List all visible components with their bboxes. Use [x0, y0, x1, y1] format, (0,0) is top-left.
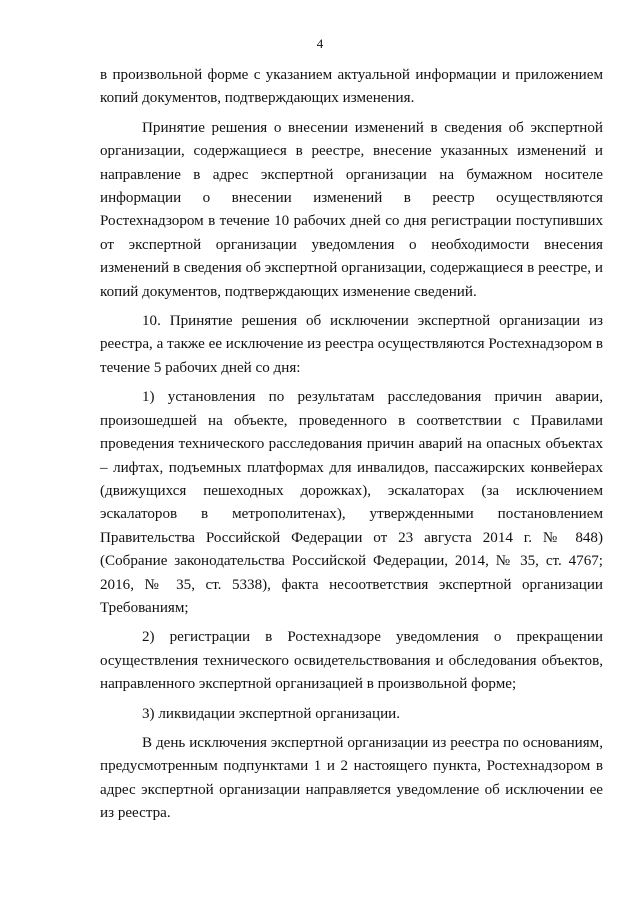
paragraph-subitem-1: 1) установления по результатам расследования причин аварии, произошедшей на объекте, проведенного в соответствии с Правилами проведения технического расследования причин аварий на опасных объектах – лифтах, подъемных платформах для инвалидов, пассажирских конвейерах (движущихся пешеходных дорожках), эскалаторах (за исключением эскалаторов в метрополитенах), утвержденными постановлением Правительства Российской Федерации от 23 августа 2014 г. № 848) (Собрание законодательства Российской Федерации, 2014, № 35, ст. 4767; 2016, № 35, ст. 5338), факта несоответствия экспертной организации Требованиям; — [100, 389, 603, 616]
paragraph-continuation: в произвольной форме с указанием актуальной информации и приложением копий документов, подтверждающих изменения. — [100, 67, 603, 107]
paragraph-subitem-3: 3) ликвидации экспертной организации. — [142, 705, 401, 722]
page-number: 4 — [316, 36, 324, 51]
paragraph-subitem-2: 2) регистрации в Ростехнадзоре уведомления о прекращении осуществления технического освидетельствования и обследования объектов, направленного экспертной организацией в произвольной форме; — [100, 629, 603, 693]
paragraph-registry-changes: Принятие решения о внесении изменений в сведения об экспертной организации, содержащиеся в реестре, внесение указанных изменений и направление в адрес экспертной организации на бумажном носителе информации о внесении изменений в реестр осуществляются Ростехнадзором в течение 10 рабочих дней со дня регистрации поступивших от экспертной организации уведомления о необходимости внесения изменений в сведения об экспертной организации, содержащиеся в реестре, и копий документов, подтверждающих изменение сведений. — [100, 119, 603, 300]
document-body — [100, 64, 603, 826]
paragraph-item-10: 10. Принятие решения об исключении экспертной организации из реестра, а также ее исключение из реестра осуществляются Ростехнадзором в течение 5 рабочих дней со дня: — [100, 313, 603, 376]
paragraph-exclusion-notice: В день исключения экспертной организации из реестра по основаниям, предусмотренным подпунктами 1 и 2 настоящего пункта, Ростехнадзором в адрес экспертной организации направляется уведомление об исключении ее из реестра. — [100, 734, 603, 822]
